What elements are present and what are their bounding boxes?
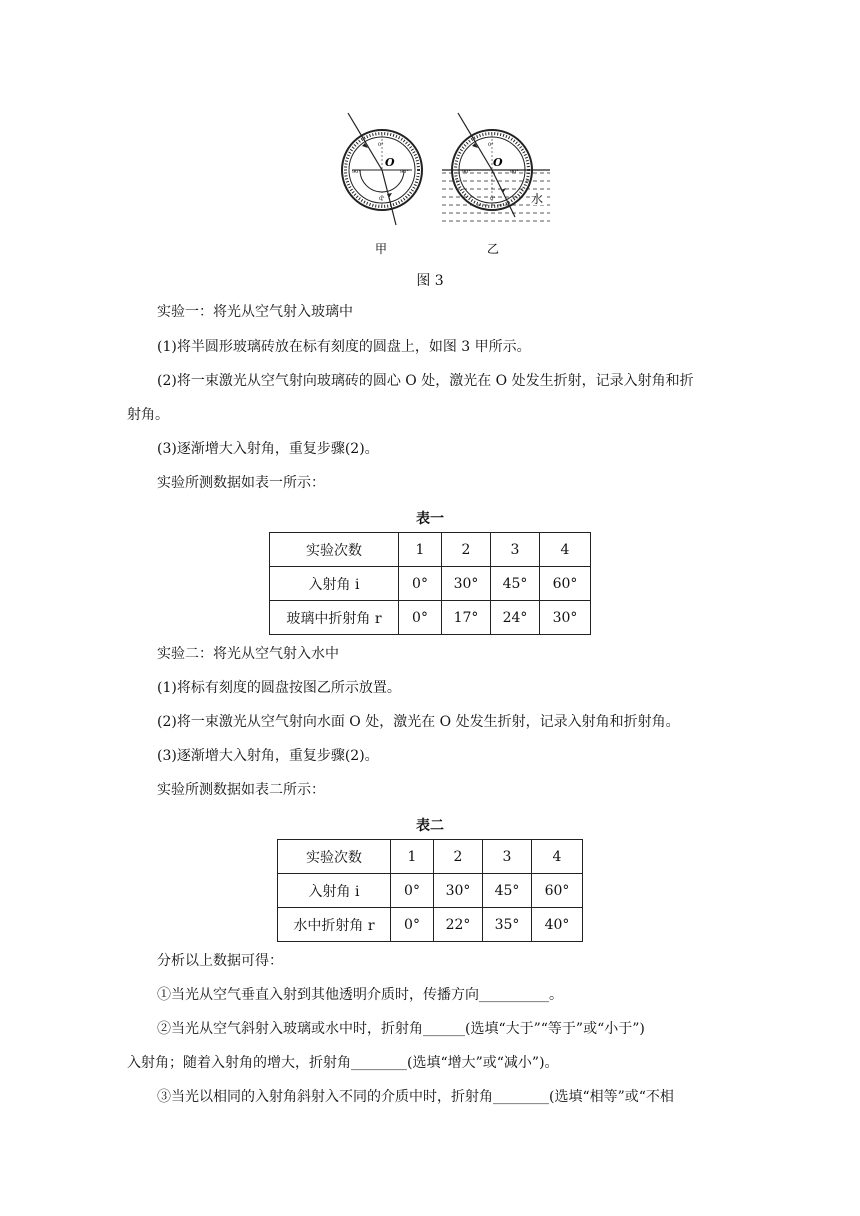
exp2-data-intro: 实验所测数据如表二所示： <box>157 782 325 798</box>
table-cell: 0° <box>399 601 442 635</box>
table-cell: 入射角 i <box>278 874 391 908</box>
exp2-step-3: (3)逐渐增大入射角，重复步骤(2)。 <box>157 748 379 764</box>
table-cell: 45° <box>483 874 532 908</box>
table-row <box>270 601 591 635</box>
exp2-step-1: (1)将标有刻度的圆盘按图乙所示放置。 <box>157 680 401 696</box>
table-cell: 0° <box>391 908 434 942</box>
table-cell: 22° <box>434 908 483 942</box>
figure-caption: 图 3 <box>416 273 444 289</box>
table-cell: 1 <box>399 533 442 567</box>
exp2-step-2: (2)将一束激光从空气射向水面 O 处，激光在 O 处发生折射，记录入射角和折射角。 <box>157 714 680 730</box>
table-cell: 实验次数 <box>270 533 399 567</box>
table-cell: 3 <box>483 840 532 874</box>
analysis-item-2: ②当光从空气斜射入玻璃或水中时，折射角______(选填“大于”“等于”或“小于”) <box>157 1021 645 1037</box>
table-cell: 35° <box>483 908 532 942</box>
scale-90-left-jia: 90° <box>352 169 361 175</box>
water-label: 水 <box>531 192 544 206</box>
table-row <box>278 840 583 874</box>
table-cell: 2 <box>442 533 491 567</box>
table-cell: 4 <box>540 533 591 567</box>
table-cell: 40° <box>532 908 583 942</box>
disk-yi <box>442 113 550 221</box>
exp1-step-2: (2)将一束激光从空气射向玻璃砖的圆心 O 处，激光在 O 处发生折射，记录入射角和折 <box>157 373 694 389</box>
table1 <box>269 532 591 635</box>
table-cell: 60° <box>540 567 591 601</box>
table-cell: 水中折射角 r <box>278 908 391 942</box>
analysis-item-2-cont: 入射角；随着入射角的增大，折射角________(选填“增大”或“减小”)。 <box>127 1055 559 1071</box>
table-cell: 2 <box>434 840 483 874</box>
scale-90-left-yi: 90° <box>462 169 471 175</box>
point-o-jia: O <box>385 156 395 169</box>
label-yi: 乙 <box>487 242 500 256</box>
point-o-yi: O <box>493 156 503 169</box>
analysis-item-1: ①当光从空气垂直入射到其他透明介质时，传播方向__________。 <box>157 987 563 1003</box>
scale-90-right-jia: 90° <box>400 169 409 175</box>
table-cell: 30° <box>540 601 591 635</box>
table-row <box>270 533 591 567</box>
scale-0-bottom-jia: 0° <box>379 196 385 202</box>
table-cell: 4 <box>532 840 583 874</box>
exp1-step-1: (1)将半圆形玻璃砖放在标有刻度的圆盘上，如图 3 甲所示。 <box>157 339 531 355</box>
label-jia: 甲 <box>375 242 388 256</box>
analysis-item-3: ③当光以相同的入射角斜射入不同的介质中时，折射角________(选填“相等”或“不相 <box>157 1089 674 1105</box>
table-cell: 45° <box>491 567 540 601</box>
exp1-data-intro: 实验所测数据如表一所示： <box>157 475 325 491</box>
table2 <box>277 839 583 942</box>
table-cell: 1 <box>391 840 434 874</box>
exp2-heading: 实验二：将光从空气射入水中 <box>157 646 339 662</box>
table-cell: 0° <box>391 874 434 908</box>
table2-title: 表二 <box>416 818 444 834</box>
scale-0-top-yi: 0° <box>488 142 494 148</box>
analysis-intro: 分析以上数据可得： <box>157 953 283 969</box>
disk-jia <box>342 113 422 225</box>
table-row <box>278 908 583 942</box>
table-cell: 24° <box>491 601 540 635</box>
exp1-step-3: (3)逐渐增大入射角，重复步骤(2)。 <box>157 441 379 457</box>
table-row <box>270 567 591 601</box>
scale-0-top-jia: 0° <box>378 142 384 148</box>
table1-title: 表一 <box>416 511 444 527</box>
exp1-heading: 实验一：将光从空气射入玻璃中 <box>157 304 353 320</box>
scale-0-bottom-yi: 0° <box>490 196 496 202</box>
table-row <box>278 874 583 908</box>
table-cell: 17° <box>442 601 491 635</box>
table-cell: 3 <box>491 533 540 567</box>
scale-90-right-yi: 90° <box>510 169 519 175</box>
table-cell: 30° <box>434 874 483 908</box>
table-cell: 实验次数 <box>278 840 391 874</box>
table-cell: 0° <box>399 567 442 601</box>
figure-3-diagram <box>330 105 565 260</box>
exp1-step-2-cont: 射角。 <box>127 407 169 423</box>
table-cell: 60° <box>532 874 583 908</box>
table-cell: 玻璃中折射角 r <box>270 601 399 635</box>
table-cell: 30° <box>442 567 491 601</box>
table-cell: 入射角 i <box>270 567 399 601</box>
